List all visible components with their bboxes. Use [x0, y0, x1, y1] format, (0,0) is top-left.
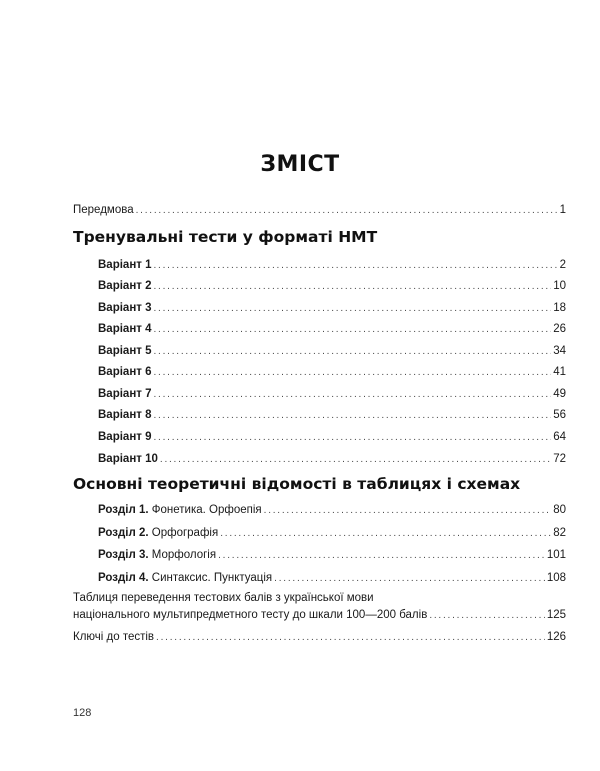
toc-entry-variant[interactable]: [98, 451, 566, 467]
toc-entry-label: Варіант 5: [98, 345, 152, 357]
toc-entry-variant[interactable]: [98, 386, 566, 402]
section-heading-training-tests: Тренувальні тести у форматі НМТ: [73, 228, 378, 246]
toc-entry-label: Фонетика. Орфоепія: [151, 504, 262, 516]
toc-entry-label: Варіант 1: [98, 259, 152, 271]
toc-entry-page: 80: [553, 504, 566, 516]
leader-dots: [154, 344, 552, 360]
toc-entry-variant[interactable]: [98, 278, 566, 294]
page-number: 128: [73, 707, 92, 719]
toc-entry-variant[interactable]: [98, 364, 566, 380]
toc-entry-page: 56: [553, 409, 566, 421]
toc-entry-chapter[interactable]: [98, 502, 566, 518]
leader-dots: [274, 571, 545, 587]
toc-entry-page: 2: [559, 259, 566, 271]
leader-dots: [220, 526, 551, 542]
toc-entry-label: Варіант 7: [98, 388, 152, 400]
toc-entry-label: Варіант 10: [98, 453, 158, 465]
toc-entry-label: Варіант 2: [98, 280, 152, 292]
leader-dots: [154, 258, 558, 274]
toc-entry-preface[interactable]: [73, 202, 566, 218]
toc-entry-label: Синтаксис. Пунктуація: [151, 572, 273, 584]
toc-entry-label: Передмова: [73, 204, 134, 216]
toc-entry-variant[interactable]: [98, 300, 566, 316]
toc-entry-label: Ключі до тестів: [73, 631, 155, 643]
toc-entry-variant[interactable]: [98, 407, 566, 423]
toc-entry-variant[interactable]: [98, 257, 566, 273]
toc-entry-page: 125: [546, 609, 566, 621]
toc-entry-page: 82: [553, 527, 566, 539]
section-heading-theory: Основні теоретичні відомості в таблицях і схемах: [73, 475, 521, 493]
leader-dots: [218, 548, 545, 564]
toc-entry-chapter[interactable]: [98, 570, 566, 586]
leader-dots: [160, 452, 551, 468]
leader-dots: [154, 279, 552, 295]
toc-entry-page: 72: [553, 453, 566, 465]
toc-entry-label: Варіант 4: [98, 323, 152, 335]
toc-entry-label: національного мультипредметного тесту до шкали 100—200 балів: [73, 609, 428, 621]
leader-dots: [264, 503, 552, 519]
toc-entry-label: Варіант 8: [98, 409, 152, 421]
leader-dots: [154, 301, 552, 317]
toc-entry-page: 34: [553, 345, 566, 357]
toc-entry-conversion-table[interactable]: [73, 607, 566, 623]
toc-entry-label: Варіант 9: [98, 431, 152, 443]
toc-entry-label: Варіант 3: [98, 302, 152, 314]
toc-entry-label: Орфографія: [151, 527, 219, 539]
leader-dots: [154, 408, 552, 424]
toc-entry-variant[interactable]: [98, 343, 566, 359]
page-title: ЗМІСТ: [260, 152, 340, 177]
toc-entry-page: 10: [553, 280, 566, 292]
toc-entry-page: 41: [553, 366, 566, 378]
leader-dots: [136, 203, 558, 219]
toc-entry-label: Морфологія: [151, 549, 217, 561]
chapter-prefix: Розділ 2.: [98, 527, 149, 539]
chapter-prefix: Розділ 3.: [98, 549, 149, 561]
toc-entry-conversion-table-line1: Таблиця переведення тестових балів з української мови: [73, 592, 374, 604]
toc-entry-variant[interactable]: [98, 321, 566, 337]
toc-entry-variant[interactable]: [98, 429, 566, 445]
toc-entry-answer-keys[interactable]: [73, 629, 566, 645]
toc-entry-page: 1: [559, 204, 566, 216]
chapter-prefix: Розділ 4.: [98, 572, 149, 584]
toc-entry-chapter[interactable]: [98, 547, 566, 563]
leader-dots: [154, 322, 552, 338]
toc-entry-page: 101: [546, 549, 566, 561]
chapter-prefix: Розділ 1.: [98, 504, 149, 516]
leader-dots: [154, 387, 552, 403]
toc-entry-page: 26: [553, 323, 566, 335]
leader-dots: [154, 365, 552, 381]
toc-entry-page: 108: [546, 572, 566, 584]
toc-entry-chapter[interactable]: [98, 525, 566, 541]
toc-entry-page: 49: [553, 388, 566, 400]
toc-entry-page: 64: [553, 431, 566, 443]
toc-entry-page: 126: [546, 631, 566, 643]
leader-dots: [429, 608, 545, 624]
leader-dots: [156, 630, 545, 646]
toc-entry-page: 18: [553, 302, 566, 314]
toc-entry-label: Варіант 6: [98, 366, 152, 378]
leader-dots: [154, 430, 552, 446]
